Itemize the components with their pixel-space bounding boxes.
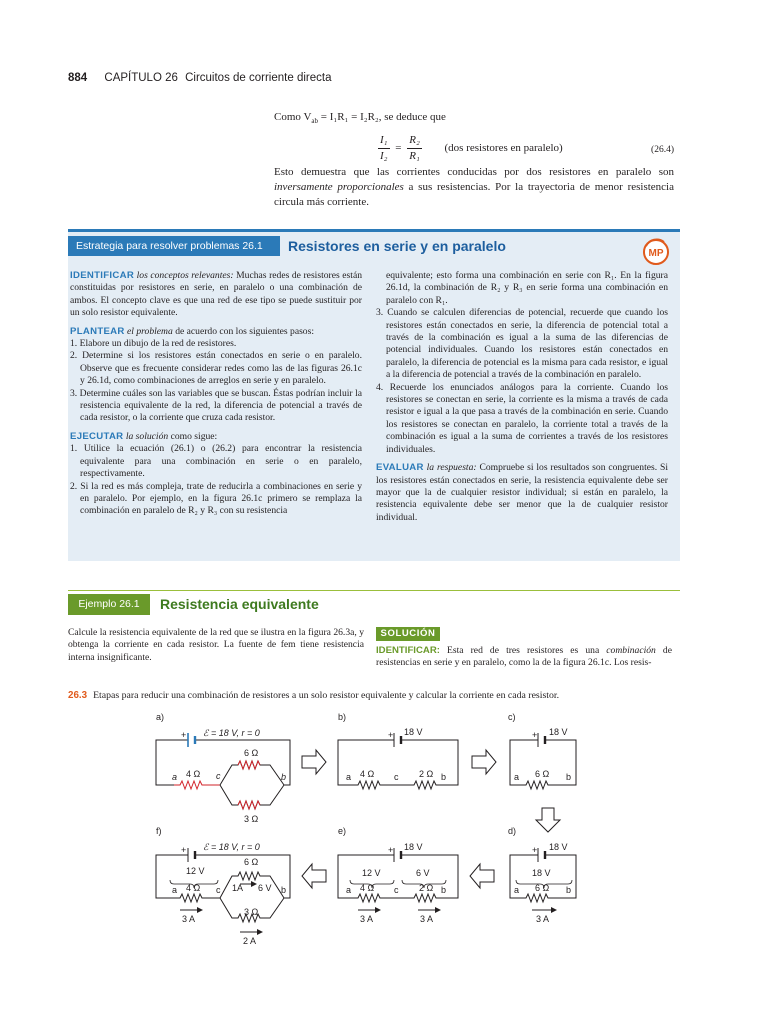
node-label: b bbox=[281, 772, 287, 782]
emf-label: ℰ = 18 V, r = 0 bbox=[203, 842, 260, 852]
para-text: Esto demuestra que las corrientes conducidas por dos resistores en paralelo son bbox=[274, 166, 674, 178]
resistor-label: 2 Ω bbox=[419, 769, 434, 779]
list-item: 1. Utilice la ecuación (26.1) o (26.2) para encontrar la resistencia equivalente para una combinación en serie o en paralelo, respectivamente. bbox=[70, 443, 362, 480]
node-label: b bbox=[566, 885, 572, 895]
voltage-label: 12 V bbox=[186, 866, 205, 876]
panel-label-d: d) bbox=[508, 826, 517, 836]
identificar-italic: los conceptos relevantes: bbox=[136, 270, 234, 281]
plus-sign: + bbox=[388, 730, 394, 740]
panel-label-a: a) bbox=[156, 712, 165, 722]
voltage-label: 18 V bbox=[532, 868, 551, 878]
panel-label-c: c) bbox=[508, 712, 516, 722]
frac-num: R₂ bbox=[407, 133, 422, 149]
resistor-label: 4 Ω bbox=[186, 769, 201, 779]
voltage-label: 6 V bbox=[416, 868, 430, 878]
equation-26-4: $\frac{\text{I₁}}{\text{I₂}}$ = $\frac{\text{R₂}}{\text{R₁}}$ (dos resistores en paralelo) (26.4) bbox=[380, 134, 674, 163]
list-item: 4. Recuerde los enunciados análogos para la corriente. Cuando los resistores se conectan en serie, la corriente es la misma a través de cada resistor e igual a la que pasa a través de la combinación en serie. Cuando los resistores se conectan en paralelo, la corriente total a través de la combinación es igual a la suma de corrientes a través de los resistores individuales. bbox=[376, 381, 668, 455]
panel-label-b: b) bbox=[338, 712, 347, 722]
node-label: b bbox=[566, 772, 572, 782]
plus-sign: + bbox=[388, 845, 394, 855]
node-label: a bbox=[346, 885, 352, 895]
equation-note: (dos resistores en paralelo) bbox=[444, 142, 563, 155]
ejecutar-text: como sigue: bbox=[168, 430, 218, 442]
voltage-label: 18 V bbox=[549, 727, 568, 737]
derivation-eq: = I₁R₁ = I₂R₂, se deduce que bbox=[318, 111, 446, 123]
panel-label-f: f) bbox=[156, 826, 162, 836]
strategy-title: Resistores en serie y en paralelo bbox=[288, 238, 506, 254]
solution-italic: combinación bbox=[606, 645, 656, 656]
chapter-title: Circuitos de corriente directa bbox=[185, 72, 332, 84]
node-label: c bbox=[216, 771, 221, 781]
para-text-end: a sus resistencias. Por la trayectoria de menor resistencia circula más corriente. bbox=[274, 181, 674, 208]
derivation-prefix: Como V bbox=[274, 111, 312, 123]
voltage-label: 12 V bbox=[362, 868, 381, 878]
ejecutar-heading: EJECUTAR bbox=[70, 430, 124, 442]
plantear-heading: PLANTEAR bbox=[70, 325, 125, 337]
voltage-label: 18 V bbox=[404, 842, 423, 852]
step-arrow-right bbox=[302, 750, 326, 774]
solution-text-2: de resistencias en serie y en paralelo, como la de la figura 26.1c. Los resis- bbox=[376, 645, 672, 669]
emf-label: ℰ = 18 V, r = 0 bbox=[203, 728, 260, 738]
step-arrow-down bbox=[536, 808, 560, 832]
resistor-label: 6 Ω bbox=[535, 883, 550, 893]
node-label: a bbox=[346, 772, 352, 782]
page-number: 884 bbox=[68, 72, 88, 84]
plantear-italic: el problema bbox=[127, 325, 173, 337]
current-label: 3 A bbox=[182, 914, 196, 924]
example-title: Resistencia equivalente bbox=[160, 596, 319, 612]
plus-sign: + bbox=[532, 730, 538, 740]
continuation-text: equivalente; esto forma una combinación en serie con R₁. En la figura 26.1d, la combinación de R₂ y R₃ en serie forma una combinación en paralelo con R₁. bbox=[386, 270, 668, 306]
plus-sign: + bbox=[532, 845, 538, 855]
voltage-label: 18 V bbox=[404, 727, 423, 737]
evaluar-italic: la respuesta: bbox=[426, 462, 477, 474]
list-item: 2. Determine si los resistores están conectados en serie o en paralelo. Observe que es frecuente considerar redes como las de las figuras 26.1c y 26.1d, como combinaciones de arreglos en serie y en paralelo. bbox=[70, 350, 362, 387]
figure-caption-text: Etapas para reducir una combinación de resistores a un solo resistor equivalente y calcular la corriente en cada resistor. bbox=[93, 690, 560, 701]
resistor-label: 6 Ω bbox=[244, 857, 259, 867]
para-italic: inversamente proporcionales bbox=[274, 181, 404, 193]
current-label: 3 A bbox=[420, 914, 434, 924]
list-item: 3. Determine cuáles son las variables que se buscan. Éstas podrían incluir la resistencia equivalente de la red, la diferencia de potencial a través de cada resistor, o la corriente que cruza cada resistor. bbox=[70, 387, 362, 424]
solution-text-1: Esta red de tres resistores es una bbox=[439, 645, 607, 656]
resistor-label: 4 Ω bbox=[360, 883, 375, 893]
node-label: a bbox=[172, 885, 178, 895]
step-arrow-left bbox=[302, 864, 326, 888]
step-arrow-left bbox=[470, 864, 494, 888]
node-label: a bbox=[514, 772, 520, 782]
identificar-text: Muchas redes de resistores están constituidas por resistores en serie, en paralelo o una combinación de ambos. El concepto clave es que una red de ese tipo se puede sustituir por un solo resistor equivalente. bbox=[70, 270, 362, 319]
panel-label-e: e) bbox=[338, 826, 347, 836]
chapter-label: CAPÍTULO 26 bbox=[104, 72, 178, 84]
frac-den: I₂ bbox=[380, 150, 388, 163]
node-label: c bbox=[394, 772, 399, 782]
node-label: b bbox=[441, 772, 447, 782]
solution-identificar-heading: IDENTIFICAR: bbox=[376, 645, 440, 656]
list-item: 2. Si la red es más compleja, trate de reducirla a combinaciones en serie y en paralelo. Por ejemplo, en la figura 26.1c primero se remplaza la combinación en paralelo de R₂ y R₃ con su resistencia bbox=[70, 480, 362, 517]
node-label: b bbox=[441, 885, 447, 895]
node-label: c bbox=[216, 885, 221, 895]
current-label: 3 A bbox=[536, 914, 550, 924]
current-label: 3 A bbox=[360, 914, 374, 924]
plus-sign: + bbox=[181, 730, 187, 740]
ejecutar-italic: la solución bbox=[125, 430, 169, 442]
resistor-label: 2 Ω bbox=[419, 883, 434, 893]
resistor-label: 4 Ω bbox=[360, 769, 375, 779]
example-statement: Calcule la resistencia equivalente de la red que se ilustra en la figura 26.3a, y obtenga la corriente en cada resistor. La fuente de fem tiene resistencia interna insignificante. bbox=[68, 627, 364, 663]
node-label: a bbox=[172, 772, 178, 782]
circuit-a bbox=[156, 733, 290, 809]
example-tag: Ejemplo 26.1 bbox=[68, 594, 150, 615]
resistor-label: 6 Ω bbox=[535, 769, 550, 779]
resistor-label: 6 Ω bbox=[244, 748, 259, 758]
current-label: 2 A bbox=[243, 936, 257, 946]
strategy-tag: Estrategia para resolver problemas 26.1 bbox=[68, 236, 280, 256]
node-label: b bbox=[281, 885, 287, 895]
equation-number: (26.4) bbox=[651, 145, 674, 156]
solution-tag: SOLUCIÓN bbox=[376, 627, 440, 641]
voltage-label: 6 V bbox=[258, 883, 272, 893]
frac-num: I₁ bbox=[378, 133, 390, 149]
figure-number: 26.3 bbox=[68, 690, 88, 701]
resistor-label: 3 Ω bbox=[244, 907, 259, 917]
plus-sign: + bbox=[181, 845, 187, 855]
node-label: a bbox=[514, 885, 520, 895]
step-arrow-right bbox=[472, 750, 496, 774]
derivation-sub: ab bbox=[311, 117, 318, 126]
frac-den: R₁ bbox=[409, 150, 420, 163]
list-item: 1. Elabore un dibujo de la red de resistores. bbox=[70, 338, 237, 350]
circuit-e bbox=[338, 848, 458, 910]
evaluar-heading: EVALUAR bbox=[376, 462, 424, 474]
plantear-text: de acuerdo con los siguientes pasos: bbox=[172, 325, 315, 337]
identificar-heading: IDENTIFICAR bbox=[70, 270, 135, 281]
node-label: c bbox=[394, 885, 399, 895]
list-item: 3. Cuando se calculen diferencias de potencial, recuerde que cuando los resistores están conectados en serie, la diferencia de potencial total a través de la combinación es igual a la suma de las diferencias de potencial individuales. Cuando los resistores están conectados en paralelo, la diferencia de potencial es la misma para cada resistor, e igual a la diferencia de potencial a través de la combinación en paralelo. bbox=[376, 307, 668, 381]
current-label: 1A bbox=[232, 883, 244, 893]
voltage-label: 18 V bbox=[549, 842, 568, 852]
resistor-label: 4 Ω bbox=[186, 883, 201, 893]
resistor-label: 3 Ω bbox=[244, 814, 259, 824]
evaluar-text: Compruebe si los resultados son congruentes. Si los resistores están conectados en serie, la resistencia equivalente debe ser mayor que la de cualquier resistor individual; si están en paralelo, la resistencia equivalente debe ser menor que la de cualquier resistor individual. bbox=[376, 462, 668, 523]
circuit-d bbox=[510, 848, 576, 910]
mp-label: MP bbox=[648, 248, 664, 259]
